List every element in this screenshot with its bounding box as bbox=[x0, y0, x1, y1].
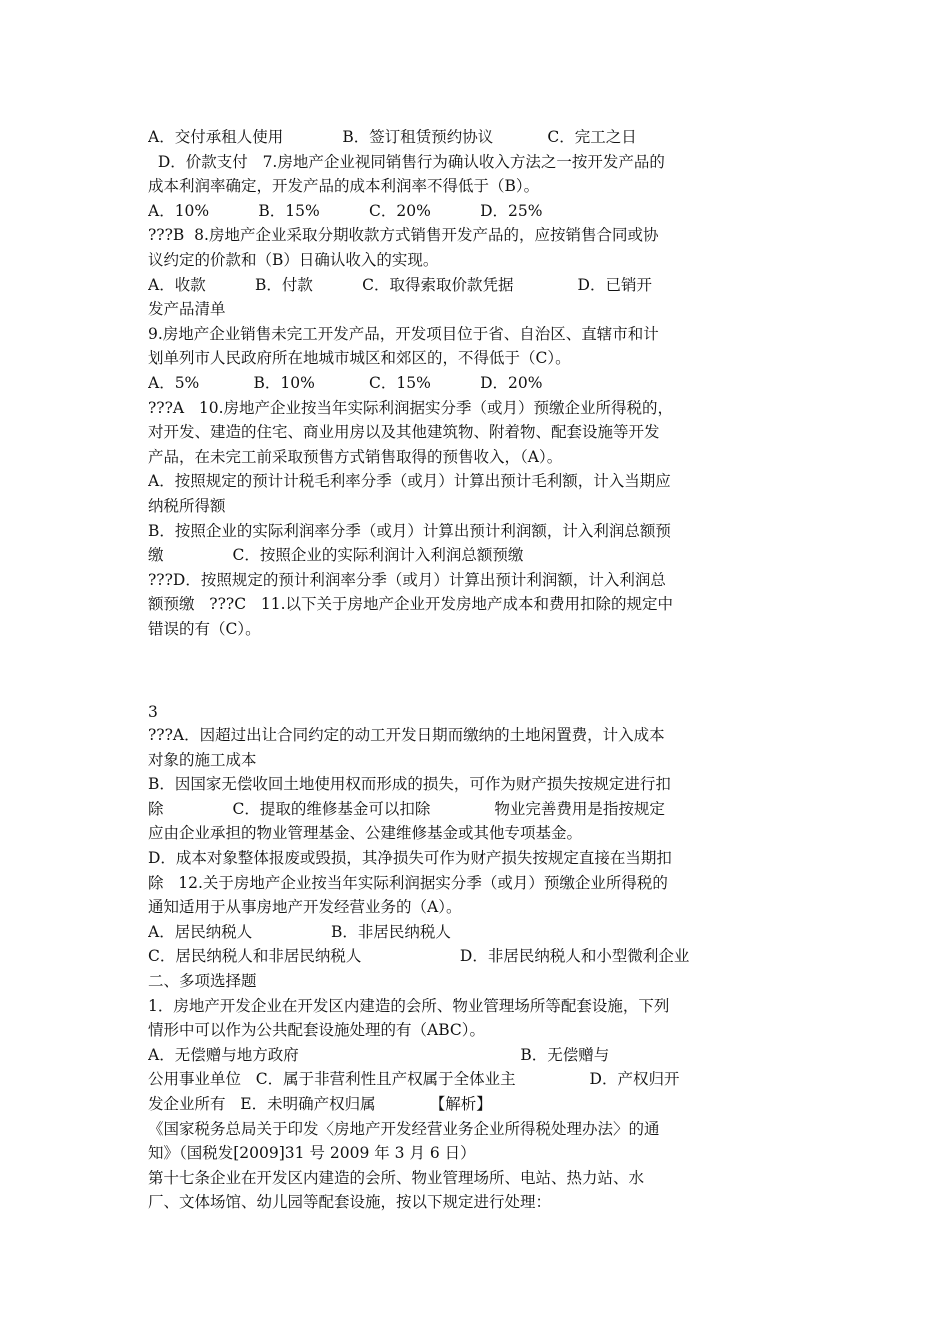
text-line: D．成本对象整体报废或毁损，其净损失可作为财产损失按规定直接在当期扣 bbox=[148, 848, 672, 867]
text-line: A．收款 B．付款 C．取得索取价款凭据 D．已销开 bbox=[148, 275, 652, 294]
text-line: 二、多项选择题 bbox=[148, 971, 257, 990]
text-line: 通知适用于从事房地产开发经营业务的（A）。 bbox=[148, 898, 462, 917]
text-line: ???D．按照规定的预计利润率分季（或月）计算出预计利润额，计入利润总 bbox=[148, 570, 666, 589]
text-line: 厂、文体场馆、幼儿园等配套设施，按以下规定进行处理： bbox=[148, 1193, 552, 1212]
text-line: 议约定的价款和（B）日确认收入的实现。 bbox=[148, 250, 439, 269]
text-line: 发产品清单 bbox=[148, 300, 226, 319]
text-line: 缴 C．按照企业的实际利润计入利润总额预缴 bbox=[148, 546, 524, 565]
text-line: ???A．因超过出让合同约定的动工开发日期而缴纳的土地闲置费，计入成本 bbox=[148, 726, 665, 744]
text-line: A．按照规定的预计计税毛利率分季（或月）计算出预计毛利额，计入当期应 bbox=[148, 472, 671, 491]
text-line: 纳税所得额 bbox=[148, 496, 226, 515]
text-line: 发企业所有 E．未明确产权归属 【解析】 bbox=[148, 1094, 492, 1113]
text-line: 应由企业承担的物业管理基金、公建维修基金或其他专项基金。 bbox=[148, 824, 583, 843]
text-line: 情形中可以作为公共配套设施处理的有（ABC）。 bbox=[148, 1021, 485, 1040]
text-line: 错误的有（C）。 bbox=[148, 619, 261, 638]
text-line: 除 12.关于房地产企业按当年实际利润据实分季（或月）预缴企业所得税的 bbox=[148, 873, 668, 892]
text-line: C．居民纳税人和非居民纳税人 D．非居民纳税人和小型微利企业 bbox=[148, 947, 690, 966]
text-line: A．居民纳税人 B．非居民纳税人 bbox=[148, 922, 451, 941]
text-line: A．5% B．10% C．15% D．20% bbox=[148, 373, 543, 392]
text-block-upper bbox=[148, 125, 808, 641]
text-line: ???A 10.房地产企业按当年实际利润据实分季（或月）预缴企业所得税的， bbox=[148, 398, 674, 417]
text-line: A．交付承租人使用 B．签订租赁预约协议 C．完工之日 bbox=[148, 128, 637, 146]
text-line: 《国家税务总局关于印发〈房地产开发经营业务企业所得税处理办法〉的通 bbox=[148, 1119, 660, 1138]
page-number: 3 bbox=[148, 703, 158, 721]
text-line: 知》（国税发[2009]31 号 2009 年 3 月 6 日） bbox=[148, 1144, 476, 1163]
text-line: A．无偿赠与地方政府 B．无偿赠与 bbox=[148, 1045, 610, 1064]
text-line: 额预缴 ???C 11.以下关于房地产企业开发房地产成本和费用扣除的规定中 bbox=[148, 595, 674, 614]
text-line: B．按照企业的实际利润率分季（或月）计算出预计利润额，计入利润总额预 bbox=[148, 521, 671, 540]
text-line: D．价款支付 7.房地产企业视同销售行为确认收入方法之一按开发产品的 bbox=[148, 152, 665, 171]
text-line: A．10% B．15% C．20% D．25% bbox=[148, 201, 543, 220]
text-line: 划单列市人民政府所在地城市城区和郊区的，不得低于（C）。 bbox=[148, 349, 571, 368]
text-line: ???B 8.房地产企业采取分期收款方式销售开发产品的，应按销售合同或协 bbox=[148, 226, 659, 245]
text-line: 对象的施工成本 bbox=[148, 750, 257, 769]
text-line: 对开发、建造的住宅、商业用房以及其他建筑物、附着物、配套设施等开发 bbox=[148, 423, 660, 442]
text-line: 成本利润率确定，开发产品的成本利润率不得低于（B）。 bbox=[148, 177, 540, 196]
text-line: 产品，在未完工前采取预售方式销售取得的预售收入，（A）。 bbox=[148, 447, 563, 466]
text-line: 第十七条企业在开发区内建造的会所、物业管理场所、电站、热力站、水 bbox=[148, 1168, 645, 1187]
text-line: 9.房地产企业销售未完工开发产品，开发项目位于省、自治区、直辖市和计 bbox=[148, 324, 659, 343]
text-line: 1．房地产开发企业在开发区内建造的会所、物业管理场所等配套设施，下列 bbox=[148, 996, 670, 1015]
text-line: 除 C．提取的维修基金可以扣除 物业完善费用是指按规定 bbox=[148, 799, 665, 818]
text-block-lower bbox=[148, 723, 808, 1215]
text-line: 公用事业单位 C．属于非营利性且产权属于全体业主 D．产权归开 bbox=[148, 1070, 680, 1089]
text-line: B．因国家无偿收回土地使用权而形成的损失，可作为财产损失按规定进行扣 bbox=[148, 775, 671, 794]
